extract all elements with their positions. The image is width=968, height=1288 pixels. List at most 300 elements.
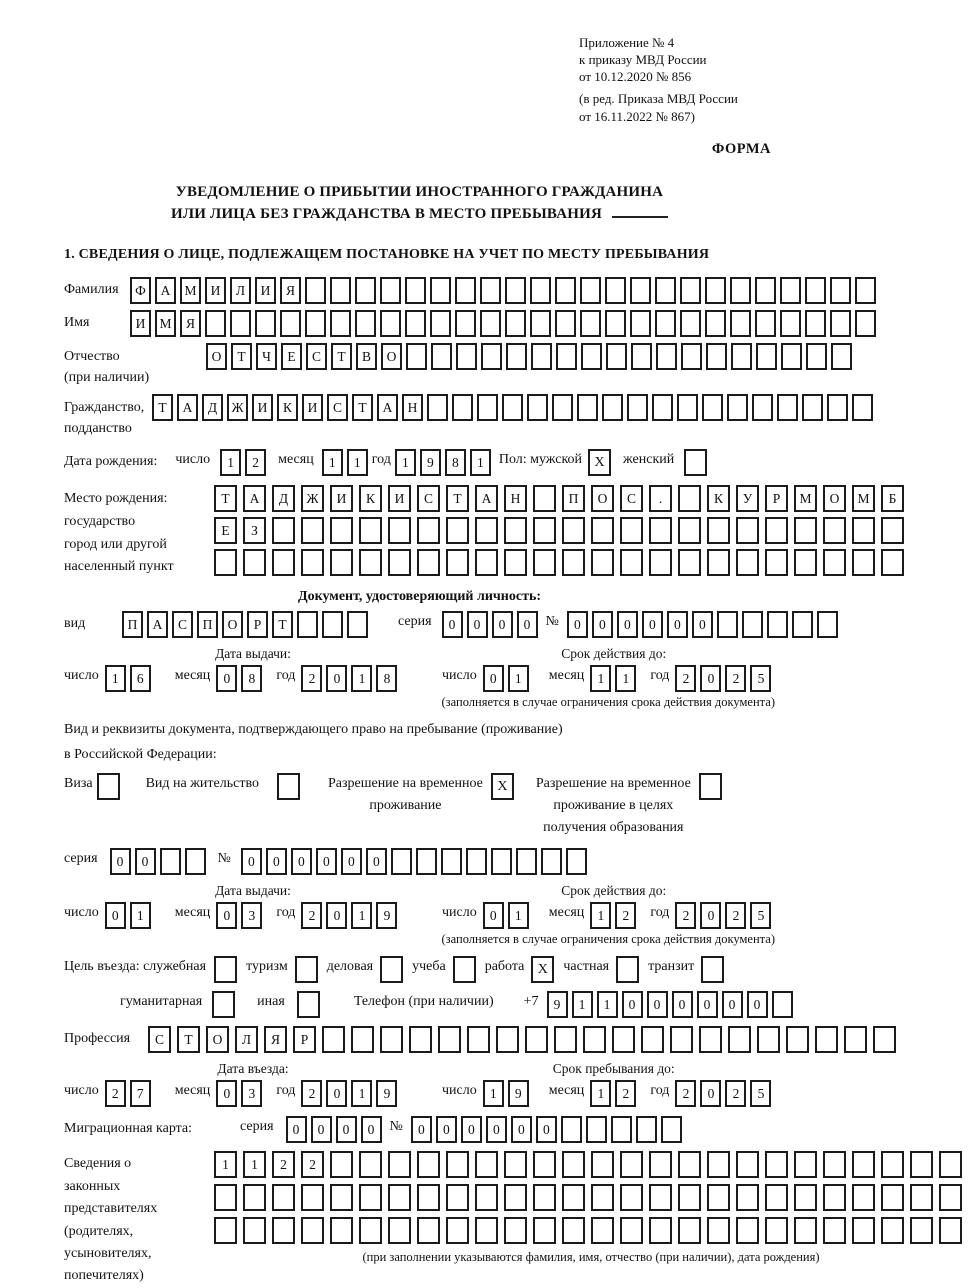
char-box[interactable] [380,310,401,337]
char-box[interactable] [541,848,562,875]
char-box[interactable]: 9 [420,449,441,476]
char-box[interactable] [301,1217,324,1244]
char-box[interactable] [855,277,876,304]
char-box[interactable] [466,848,487,875]
char-box[interactable]: И [205,277,226,304]
char-box[interactable] [620,517,643,544]
char-box[interactable] [636,1116,657,1143]
char-box[interactable] [359,517,382,544]
char-box[interactable] [591,517,614,544]
temp-permit-checkbox[interactable]: X [491,773,514,800]
char-box[interactable] [823,1184,846,1211]
char-box[interactable] [817,611,838,638]
char-box[interactable]: П [197,611,218,638]
char-box[interactable] [823,1217,846,1244]
char-box[interactable]: 0 [700,902,721,929]
char-box[interactable] [881,517,904,544]
char-box[interactable]: 8 [241,665,262,692]
char-box[interactable]: К [359,485,382,512]
char-box[interactable] [730,310,751,337]
char-box[interactable]: Е [281,343,302,370]
char-box[interactable]: 2 [272,1151,295,1178]
purpose-humanitarian-checkbox[interactable] [212,991,235,1018]
char-box[interactable]: С [306,343,327,370]
char-box[interactable]: Р [247,611,268,638]
char-box[interactable] [467,1026,490,1053]
char-box[interactable] [705,310,726,337]
char-box[interactable]: 9 [376,902,397,929]
char-box[interactable] [806,343,827,370]
char-box[interactable]: Л [235,1026,258,1053]
char-box[interactable] [272,1184,295,1211]
char-box[interactable]: А [243,485,266,512]
char-box[interactable] [580,310,601,337]
char-box[interactable] [446,549,469,576]
char-box[interactable] [580,277,601,304]
char-box[interactable] [591,1217,614,1244]
char-box[interactable] [214,549,237,576]
char-box[interactable] [611,1116,632,1143]
char-box[interactable] [577,394,598,421]
char-box[interactable] [475,517,498,544]
char-box[interactable] [446,1151,469,1178]
purpose-work-checkbox[interactable]: X [531,956,554,983]
char-box[interactable] [555,277,576,304]
char-box[interactable] [794,549,817,576]
char-box[interactable] [591,1151,614,1178]
char-box[interactable]: С [620,485,643,512]
char-box[interactable] [562,1217,585,1244]
char-box[interactable] [504,1151,527,1178]
char-box[interactable] [455,310,476,337]
char-box[interactable] [881,1217,904,1244]
visa-checkbox[interactable] [97,773,120,800]
char-box[interactable] [939,1184,962,1211]
char-box[interactable]: 0 [461,1116,482,1143]
char-box[interactable] [562,549,585,576]
char-box[interactable]: Н [402,394,423,421]
char-box[interactable]: Т [231,343,252,370]
char-box[interactable]: 0 [492,611,513,638]
char-box[interactable] [794,517,817,544]
char-box[interactable]: 2 [675,665,696,692]
char-box[interactable] [205,310,226,337]
char-box[interactable]: Р [293,1026,316,1053]
char-box[interactable] [380,1026,403,1053]
char-box[interactable]: 0 [286,1116,307,1143]
char-box[interactable] [405,277,426,304]
char-box[interactable]: 1 [347,449,368,476]
char-box[interactable]: 2 [301,1080,322,1107]
char-box[interactable] [792,611,813,638]
char-box[interactable]: О [206,343,227,370]
char-box[interactable] [475,1151,498,1178]
char-box[interactable] [717,611,738,638]
char-box[interactable] [347,611,368,638]
char-box[interactable]: 2 [725,902,746,929]
char-box[interactable] [730,277,751,304]
char-box[interactable]: 0 [483,665,504,692]
char-box[interactable] [359,1184,382,1211]
char-box[interactable] [677,394,698,421]
char-box[interactable] [765,517,788,544]
char-box[interactable]: 1 [597,991,618,1018]
char-box[interactable] [736,1151,759,1178]
char-box[interactable] [417,1217,440,1244]
char-box[interactable]: 2 [675,902,696,929]
char-box[interactable]: 2 [301,1151,324,1178]
char-box[interactable]: И [302,394,323,421]
char-box[interactable] [620,1217,643,1244]
char-box[interactable] [794,1151,817,1178]
char-box[interactable] [388,517,411,544]
char-box[interactable] [562,1184,585,1211]
char-box[interactable] [910,1184,933,1211]
char-box[interactable] [678,485,701,512]
char-box[interactable]: 0 [486,1116,507,1143]
char-box[interactable] [756,343,777,370]
char-box[interactable] [630,277,651,304]
char-box[interactable] [678,1184,701,1211]
char-box[interactable] [301,1184,324,1211]
char-box[interactable] [533,517,556,544]
char-box[interactable]: Я [280,277,301,304]
char-box[interactable] [417,517,440,544]
char-box[interactable] [355,310,376,337]
char-box[interactable]: 0 [592,611,613,638]
char-box[interactable]: 0 [110,848,131,875]
char-box[interactable] [736,517,759,544]
char-box[interactable]: 0 [697,991,718,1018]
char-box[interactable] [496,1026,519,1053]
char-box[interactable]: Т [352,394,373,421]
char-box[interactable] [736,1217,759,1244]
char-box[interactable] [305,310,326,337]
char-box[interactable] [230,310,251,337]
char-box[interactable] [185,848,206,875]
char-box[interactable] [272,517,295,544]
char-box[interactable]: 1 [105,665,126,692]
char-box[interactable] [359,549,382,576]
char-box[interactable]: 0 [291,848,312,875]
char-box[interactable] [280,310,301,337]
char-box[interactable] [388,549,411,576]
char-box[interactable]: 2 [725,665,746,692]
char-box[interactable]: 1 [572,991,593,1018]
char-box[interactable] [417,1184,440,1211]
char-box[interactable] [680,277,701,304]
char-box[interactable] [939,1217,962,1244]
char-box[interactable] [446,1184,469,1211]
sex-male-checkbox[interactable]: X [588,449,611,476]
char-box[interactable]: 0 [361,1116,382,1143]
char-box[interactable]: 0 [366,848,387,875]
char-box[interactable]: 1 [351,902,372,929]
char-box[interactable] [702,394,723,421]
char-box[interactable]: 0 [266,848,287,875]
char-box[interactable] [815,1026,838,1053]
char-box[interactable]: 0 [747,991,768,1018]
char-box[interactable]: 0 [511,1116,532,1143]
char-box[interactable]: 2 [245,449,266,476]
char-box[interactable] [736,549,759,576]
char-box[interactable]: Т [446,485,469,512]
char-box[interactable] [781,343,802,370]
char-box[interactable]: 0 [700,665,721,692]
char-box[interactable] [649,517,672,544]
char-box[interactable]: 0 [567,611,588,638]
char-box[interactable] [330,1184,353,1211]
char-box[interactable] [388,1217,411,1244]
char-box[interactable]: 2 [615,1080,636,1107]
char-box[interactable] [939,1151,962,1178]
char-box[interactable] [456,343,477,370]
char-box[interactable] [243,1184,266,1211]
char-box[interactable]: А [155,277,176,304]
char-box[interactable]: Т [272,611,293,638]
char-box[interactable] [705,277,726,304]
char-box[interactable] [562,517,585,544]
char-box[interactable] [431,343,452,370]
char-box[interactable]: 0 [617,611,638,638]
char-box[interactable] [620,1184,643,1211]
char-box[interactable]: 2 [725,1080,746,1107]
char-box[interactable] [409,1026,432,1053]
char-box[interactable]: 0 [467,611,488,638]
char-box[interactable]: 2 [301,902,322,929]
char-box[interactable] [301,517,324,544]
char-box[interactable]: 1 [470,449,491,476]
char-box[interactable]: 5 [750,665,771,692]
char-box[interactable]: И [252,394,273,421]
char-box[interactable]: Л [230,277,251,304]
char-box[interactable]: 0 [722,991,743,1018]
char-box[interactable] [330,517,353,544]
char-box[interactable]: Т [214,485,237,512]
char-box[interactable]: 0 [700,1080,721,1107]
char-box[interactable]: Т [152,394,173,421]
char-box[interactable] [755,310,776,337]
char-box[interactable]: 0 [241,848,262,875]
char-box[interactable] [661,1116,682,1143]
char-box[interactable] [533,1151,556,1178]
char-box[interactable] [552,394,573,421]
char-box[interactable]: 1 [508,665,529,692]
char-box[interactable] [678,517,701,544]
char-box[interactable] [649,1151,672,1178]
char-box[interactable] [707,549,730,576]
char-box[interactable] [566,848,587,875]
char-box[interactable] [562,1151,585,1178]
char-box[interactable]: С [327,394,348,421]
char-box[interactable] [441,848,462,875]
char-box[interactable] [480,277,501,304]
char-box[interactable] [214,1217,237,1244]
char-box[interactable] [533,549,556,576]
char-box[interactable]: 6 [130,665,151,692]
char-box[interactable]: К [277,394,298,421]
char-box[interactable]: А [177,394,198,421]
char-box[interactable] [305,277,326,304]
char-box[interactable]: 1 [483,1080,504,1107]
char-box[interactable]: А [377,394,398,421]
char-box[interactable]: Ж [227,394,248,421]
char-box[interactable]: 8 [376,665,397,692]
char-box[interactable]: 1 [214,1151,237,1178]
char-box[interactable] [160,848,181,875]
char-box[interactable]: 0 [483,902,504,929]
char-box[interactable]: А [475,485,498,512]
char-box[interactable]: Я [264,1026,287,1053]
char-box[interactable] [655,277,676,304]
char-box[interactable]: К [707,485,730,512]
char-box[interactable] [417,549,440,576]
char-box[interactable]: 5 [750,1080,771,1107]
char-box[interactable] [530,310,551,337]
char-box[interactable] [731,343,752,370]
purpose-tourism-checkbox[interactable] [295,956,318,983]
char-box[interactable]: М [180,277,201,304]
char-box[interactable] [417,1151,440,1178]
char-box[interactable]: 1 [243,1151,266,1178]
char-box[interactable] [742,611,763,638]
char-box[interactable]: 1 [351,1080,372,1107]
char-box[interactable]: . [649,485,672,512]
char-box[interactable] [446,1217,469,1244]
char-box[interactable] [475,549,498,576]
char-box[interactable]: И [255,277,276,304]
char-box[interactable] [359,1217,382,1244]
char-box[interactable] [561,1116,582,1143]
char-box[interactable] [655,310,676,337]
temp-permit-edu-checkbox[interactable] [699,773,722,800]
char-box[interactable] [504,549,527,576]
char-box[interactable] [823,1151,846,1178]
char-box[interactable] [805,277,826,304]
char-box[interactable] [678,1151,701,1178]
char-box[interactable] [527,394,548,421]
char-box[interactable] [255,310,276,337]
char-box[interactable] [272,549,295,576]
char-box[interactable] [504,1184,527,1211]
char-box[interactable] [504,1217,527,1244]
char-box[interactable] [678,1217,701,1244]
char-box[interactable] [214,1184,237,1211]
char-box[interactable]: 8 [445,449,466,476]
char-box[interactable]: М [852,485,875,512]
char-box[interactable] [831,343,852,370]
char-box[interactable] [322,611,343,638]
char-box[interactable] [910,1151,933,1178]
char-box[interactable]: 0 [326,902,347,929]
char-box[interactable] [555,310,576,337]
char-box[interactable] [620,549,643,576]
char-box[interactable]: 0 [135,848,156,875]
char-box[interactable] [586,1116,607,1143]
char-box[interactable] [380,277,401,304]
char-box[interactable] [502,394,523,421]
char-box[interactable]: 9 [547,991,568,1018]
char-box[interactable] [852,1184,875,1211]
char-box[interactable] [359,1151,382,1178]
char-box[interactable]: О [222,611,243,638]
char-box[interactable] [786,1026,809,1053]
char-box[interactable]: 2 [675,1080,696,1107]
char-box[interactable]: 0 [326,665,347,692]
char-box[interactable] [606,343,627,370]
sex-female-checkbox[interactable] [684,449,707,476]
char-box[interactable] [330,1217,353,1244]
char-box[interactable]: 1 [351,665,372,692]
char-box[interactable]: Н [504,485,527,512]
char-box[interactable] [780,310,801,337]
char-box[interactable]: 0 [442,611,463,638]
char-box[interactable] [767,611,788,638]
char-box[interactable] [322,1026,345,1053]
char-box[interactable] [681,343,702,370]
char-box[interactable] [752,394,773,421]
char-box[interactable] [477,394,498,421]
char-box[interactable]: 0 [647,991,668,1018]
char-box[interactable] [649,1217,672,1244]
char-box[interactable]: 0 [642,611,663,638]
char-box[interactable]: 1 [508,902,529,929]
char-box[interactable] [780,277,801,304]
char-box[interactable] [852,549,875,576]
char-box[interactable] [830,310,851,337]
char-box[interactable]: Ж [301,485,324,512]
char-box[interactable]: Р [765,485,788,512]
char-box[interactable] [612,1026,635,1053]
char-box[interactable] [881,1151,904,1178]
char-box[interactable] [652,394,673,421]
char-box[interactable] [391,848,412,875]
char-box[interactable] [830,277,851,304]
char-box[interactable] [765,1151,788,1178]
char-box[interactable] [446,517,469,544]
char-box[interactable] [881,549,904,576]
char-box[interactable]: М [155,310,176,337]
char-box[interactable] [505,310,526,337]
char-box[interactable] [430,310,451,337]
char-box[interactable]: 0 [341,848,362,875]
char-box[interactable]: М [794,485,817,512]
char-box[interactable] [802,394,823,421]
char-box[interactable] [533,1184,556,1211]
char-box[interactable] [641,1026,664,1053]
char-box[interactable] [591,549,614,576]
char-box[interactable] [388,1151,411,1178]
char-box[interactable] [706,343,727,370]
char-box[interactable] [416,848,437,875]
char-box[interactable]: 3 [241,1080,262,1107]
char-box[interactable] [351,1026,374,1053]
char-box[interactable] [649,549,672,576]
char-box[interactable]: 2 [615,902,636,929]
char-box[interactable] [620,1151,643,1178]
char-box[interactable] [627,394,648,421]
char-box[interactable] [583,1026,606,1053]
char-box[interactable] [554,1026,577,1053]
char-box[interactable] [243,1217,266,1244]
char-box[interactable]: 1 [130,902,151,929]
char-box[interactable]: О [381,343,402,370]
char-box[interactable] [794,1184,817,1211]
char-box[interactable] [727,394,748,421]
purpose-transit-checkbox[interactable] [701,956,724,983]
char-box[interactable] [525,1026,548,1053]
char-box[interactable]: 0 [517,611,538,638]
